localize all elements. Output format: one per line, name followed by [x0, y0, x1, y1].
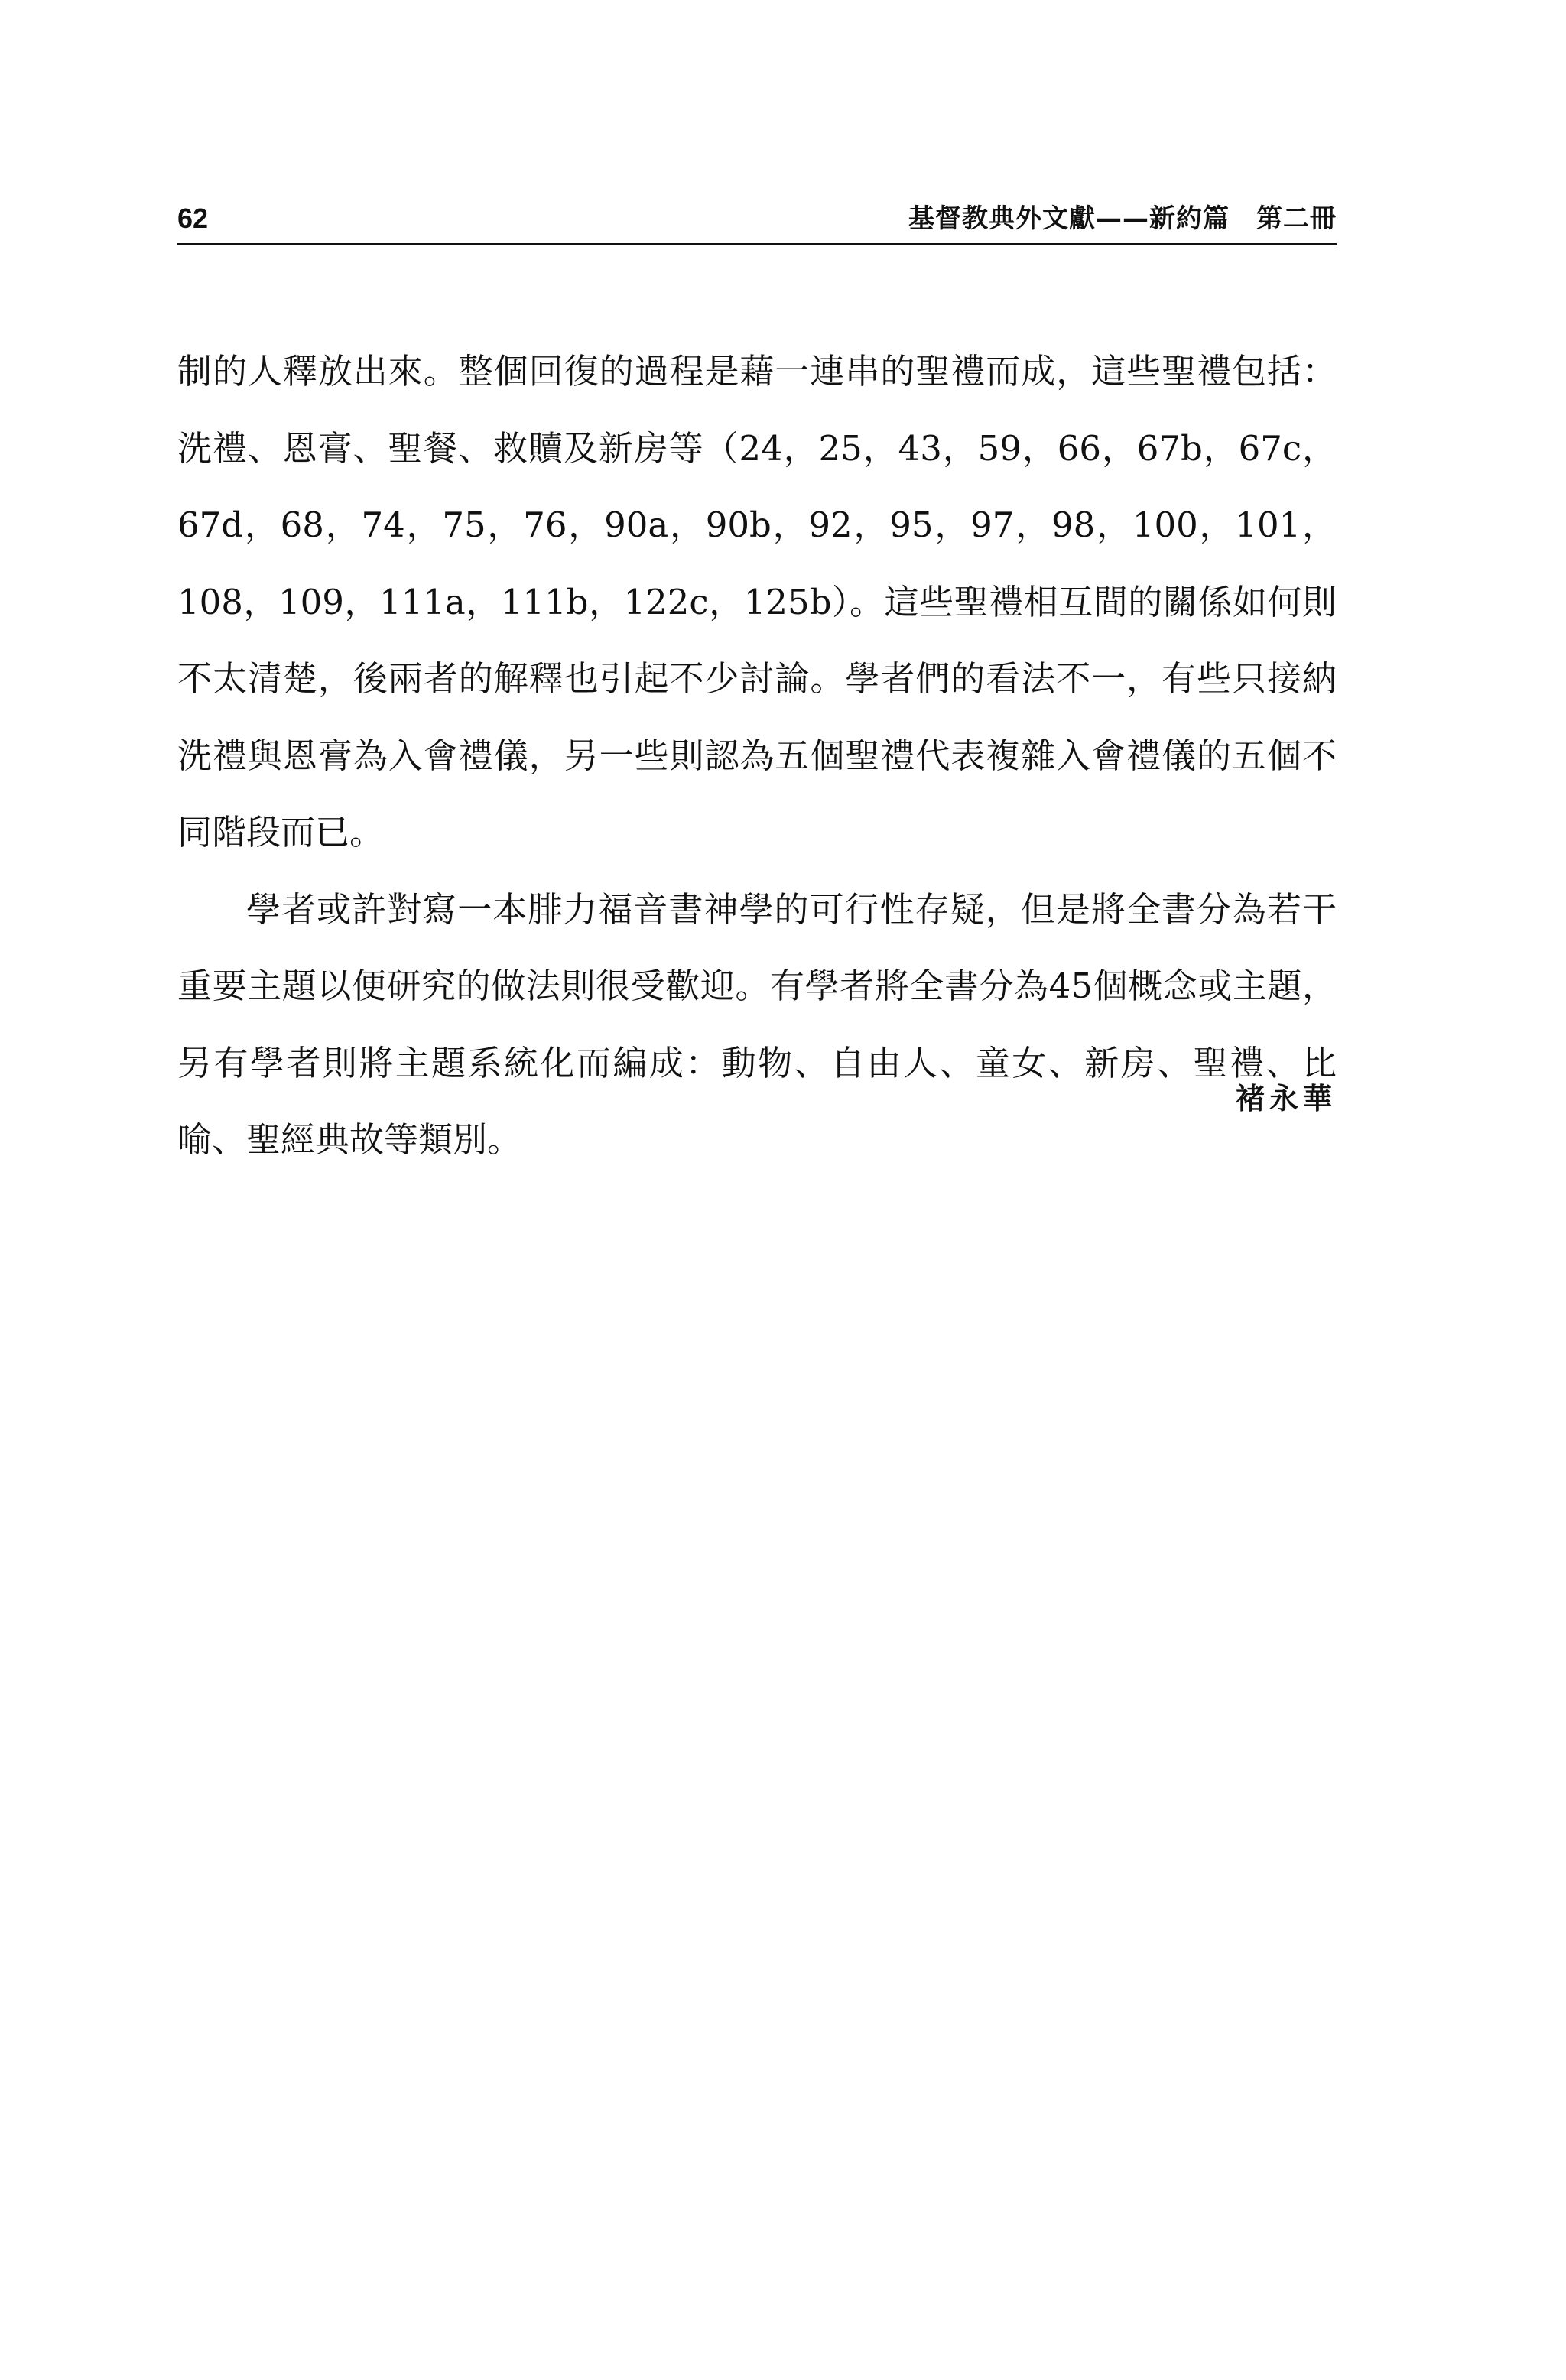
- header-rule: [177, 243, 1337, 245]
- paragraph-2: 學者或許對寫一本腓力福音書神學的可行性存疑，但是將全書分為若干重要主題以便研究的做法則很受歡迎。有學者將全書分為45個概念或主題，另有學者則將主題系統化而編成：動物、自由人、童女、新房、聖禮、比喻、聖經典故等類別。: [177, 888, 1337, 1160]
- page-number: 62: [177, 203, 209, 234]
- body-text: [177, 333, 1337, 1179]
- running-title: 基督教典外文獻——新約篇 第二冊: [908, 203, 1337, 234]
- page-header: [177, 196, 1337, 242]
- author-signature: 褚永華: [1235, 1082, 1337, 1115]
- paragraph-1: 制的人釋放出來。整個回復的過程是藉一連串的聖禮而成，這些聖禮包括：洗禮、恩膏、聖餐、救贖及新房等（24，25，43，59，66，67b，67c，67d，68，74，75，76，90a，90b，92，95，97，98，100，101，108，109，111a，111b，122c，125b）。這些聖禮相互間的關係如何則不太清楚，後兩者的解釋也引起不少討論。學者們的看法不一，有些只接納洗禮與恩膏為入會禮儀，另一些則認為五個聖禮代表複雜入會禮儀的五個不同階段而已。: [177, 351, 1337, 852]
